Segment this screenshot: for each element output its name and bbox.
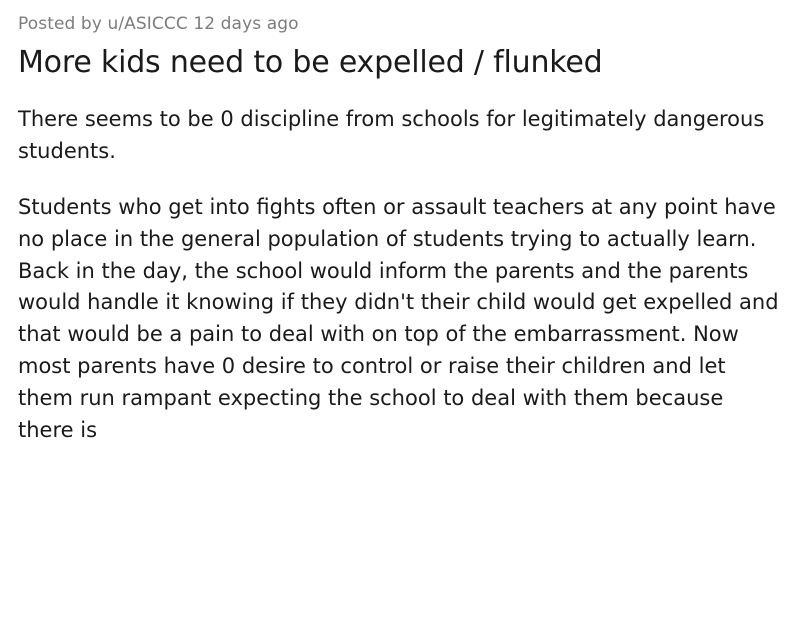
page-title: More kids need to be expelled / flunked [18, 45, 603, 81]
post-paragraph: There seems to be 0 discipline from schools for legitimately dangerous students. [18, 106, 765, 163]
post-paragraph: Students who get into fights often or assault teachers at any point have no place in the general population of students trying to actually learn. Back in the day, the school would inform the parents and the parents would handle it knowing if they didn't their child would get expelled and that would be a pain to deal with on top of the embarrassment. Now most parents have 0 desire to control or raise their children and let them run rampant expecting the school to deal with them because there is [18, 194, 779, 443]
post-body [18, 104, 782, 447]
post-meta: Posted by u/ASICCC 12 days ago [18, 14, 299, 34]
